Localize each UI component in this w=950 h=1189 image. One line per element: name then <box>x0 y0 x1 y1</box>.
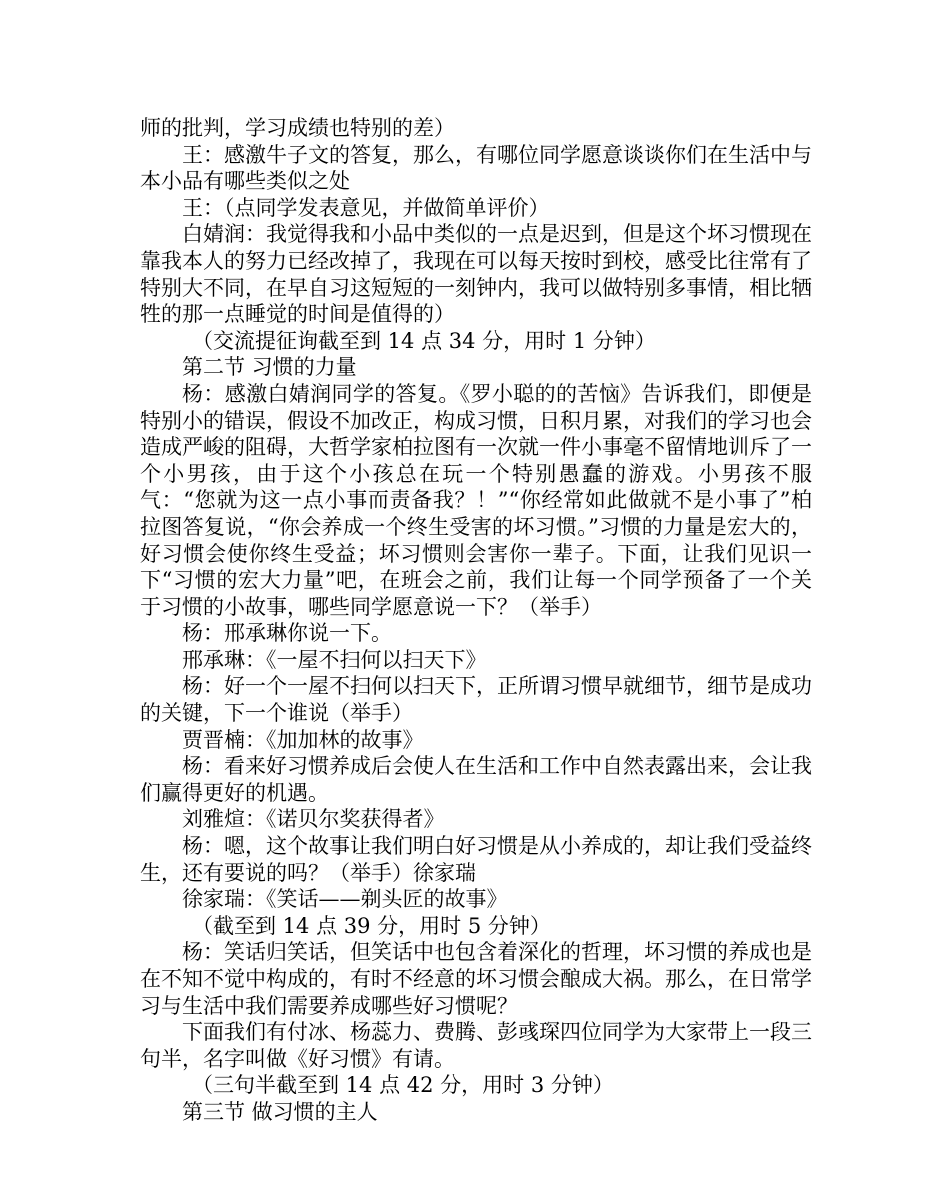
paragraph: 徐家瑞：《笑话——剃头匠的故事》 <box>182 887 508 912</box>
paragraph: 杨：好一个一屋不扫何以扫天下，正所谓习惯早就细节，细节是成功的关键，下一个谁说（举手） <box>140 674 812 726</box>
document-body <box>140 115 812 1126</box>
paragraph: 王：（点同学发表意见，并做简单评价） <box>182 195 550 220</box>
paragraph: 杨：笑话归笑话，但笑话中也包含着深化的哲理，坏习惯的养成也是在不知不觉中构成的，有时不经意的坏习惯会酿成大祸。那么，在日常学习与生活中我们需要养成哪些好习惯呢？ <box>140 940 812 1018</box>
paragraph: 师的批判，学习成绩也特别的差） <box>140 116 455 140</box>
paragraph: 贾晋楠：《加加林的故事》 <box>182 727 424 752</box>
section-heading: 第二节 习惯的力量 <box>182 355 357 380</box>
paragraph: 杨：看来好习惯养成后会使人在生活和工作中自然表露出来，会让我们赢得更好的机遇。 <box>140 754 812 805</box>
paragraph: 王：感激牛子文的答复，那么，有哪位同学愿意谈谈你们在生活中与本小品有哪些类似之处 <box>140 142 812 194</box>
paragraph: 白婧润：我觉得我和小品中类似的一点是迟到，但是这个坏习惯现在靠我本人的努力已经改掉了，我现在可以每天按时到校，感受比往常有了特别大不同，在早自习这短短的一刻钟内，我可以做特别多事情，相比牺牲的那一点睡觉的时间是值得的） <box>140 222 812 327</box>
time-note: （三句半截至到 14 点 42 分，用时 3 分钟） <box>192 1073 614 1098</box>
paragraph: 杨：嗯，这个故事让我们明白好习惯是从小养成的，却让我们受益终生，还有要说的吗？（举手）徐家瑞 <box>140 834 812 885</box>
time-note: （交流提征询截至到 14 点 34 分，用时 1 分钟） <box>192 328 656 353</box>
paragraph: 下面我们有付冰、杨蕊力、费腾、彭彧琛四位同学为大家带上一段三句半，名字叫做《好习惯》有请。 <box>140 1020 812 1071</box>
paragraph: 邢承琳：《一屋不扫何以扫天下》 <box>182 647 487 672</box>
section-heading: 第三节 做习惯的主人 <box>182 1099 378 1124</box>
paragraph: 杨：感激白婧润同学的答复。《罗小聪的的苦恼》告诉我们，即便是特别小的错误，假设不加改正，构成习惯，日积月累，对我们的学习也会造成严峻的阻碍，大哲学家柏拉图有一次就一件小事毫不留情地训斥了一个小男孩，由于这个小孩总在玩一个特别愚蠢的游戏。小男孩不服气：“您就为这一点小事而责备我？！”“你经常如此做就不是小事了”柏拉图答复说，“你会养成一个终生受害的坏习惯。”习惯的力量是宏大的，好习惯会使你终生受益；坏习惯则会害你一辈子。下面，让我们见识一下“习惯的宏大力量”吧，在班会之前，我们让每一个同学预备了一个关于习惯的小故事，哪些同学愿意说一下？（举手） <box>140 381 812 619</box>
paragraph: 刘雅煊：《诺贝尔奖获得者》 <box>182 807 445 832</box>
time-note: （截至到 14 点 39 分，用时 5 分钟） <box>192 913 551 938</box>
paragraph: 杨：邢承琳你说一下。 <box>182 621 392 646</box>
